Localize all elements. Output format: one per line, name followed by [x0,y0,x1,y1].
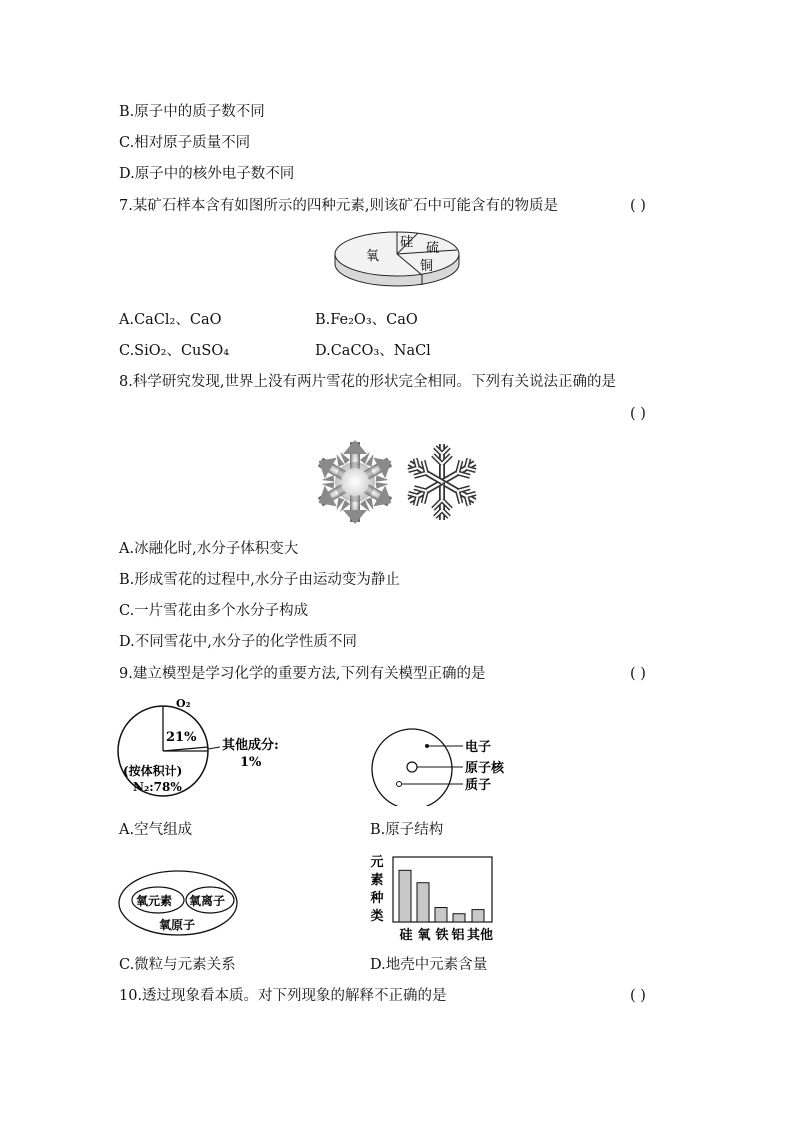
q9-answer-paren: ( ) [630,666,646,682]
pie-label-sulfur: 硫 [426,241,440,256]
q9-figure-crust-bar-chart [368,850,503,945]
q8-answer-paren: ( ) [630,406,646,422]
label-oxygen-element: 氧元素 [136,894,173,908]
q9-option-a: A.空气组成 [119,822,193,838]
label-1pct: 1% [240,755,262,770]
q10-stem: 10.透过现象看本质。对下列现象的解释不正确的是 [119,988,447,1004]
q7-pie-figure [330,228,465,288]
q7-option-d: D.CaCO₃、NaCl [315,343,431,359]
bar-4 [472,910,484,922]
label-n2: N₂:78% [133,780,182,794]
bar-2 [435,908,447,922]
label-basis: (按体积计) [123,764,183,778]
label-oxygen-ion: 氧离子 [189,894,226,908]
y-axis-label-char: 素 [370,873,384,888]
q9-option-b: B.原子结构 [370,822,444,838]
y-axis-label-char: 类 [370,909,384,924]
q9-figure-particle-element [116,868,241,938]
label-electron: 电子 [465,740,492,755]
q8-option-a: A.冰融化时,水分子体积变大 [119,541,299,557]
label-proton: 质子 [465,778,492,793]
pie-label-copper: 铜 [420,259,434,274]
q9-option-c: C.微粒与元素关系 [119,957,236,973]
label-21pct: 21% [166,730,197,745]
q8-stem: 8.科学研究发现,世界上没有两片雪花的形状完全相同。下列有关说法正确的是 [119,374,616,390]
bar-1 [417,883,429,922]
x-tick-label-2: 铁 [435,928,449,943]
x-tick-label-0: 硅 [399,928,413,943]
q9-figure-air-composition [116,693,296,803]
x-tick-label-3: 铝 [451,928,465,943]
snowflake-right [405,444,480,520]
q7-option-b: B.Fe₂O₃、CaO [315,312,418,328]
y-axis-label-char: 种 [370,891,384,906]
bar-0 [399,870,411,922]
pie-label-oxygen: 氧 [366,249,380,264]
label-nucleus: 原子核 [465,761,505,776]
q8-option-d: D.不同雪花中,水分子的化学性质不同 [119,634,357,650]
pie-label-silicon: 硅 [400,235,414,250]
q7-option-a: A.CaCl₂、CaO [119,312,222,328]
q6-option-d: D.原子中的核外电子数不同 [119,166,295,182]
x-tick-label-1: 氧 [417,928,431,943]
q8-option-c: C.一片雪花由多个水分子构成 [119,603,309,619]
x-tick-label-4: 其他 [466,928,494,943]
q7-answer-paren: ( ) [630,198,646,214]
label-other: 其他成分: [222,738,279,753]
label-o2: O₂ [176,697,191,710]
bar-3 [453,914,465,922]
q8-option-b: B.形成雪花的过程中,水分子由运动变为静止 [119,572,400,588]
label-oxygen-atom: 氧原子 [159,918,196,932]
q10-answer-paren: ( ) [630,988,646,1004]
q9-figure-atom-structure [370,726,520,806]
snowflake-left [312,440,399,524]
y-axis-label-char: 元 [370,855,384,870]
q6-option-b: B.原子中的质子数不同 [119,104,265,120]
q7-option-c: C.SiO₂、CuSO₄ [119,343,230,359]
snowflake-images [312,437,482,527]
q7-stem: 7.某矿石样本含有如图所示的四种元素,则该矿石中可能含有的物质是 [119,198,558,214]
q9-stem: 9.建立模型是学习化学的重要方法,下列有关模型正确的是 [119,666,486,682]
q6-option-c: C.相对原子质量不同 [119,135,251,151]
q9-option-d: D.地壳中元素含量 [370,957,488,973]
